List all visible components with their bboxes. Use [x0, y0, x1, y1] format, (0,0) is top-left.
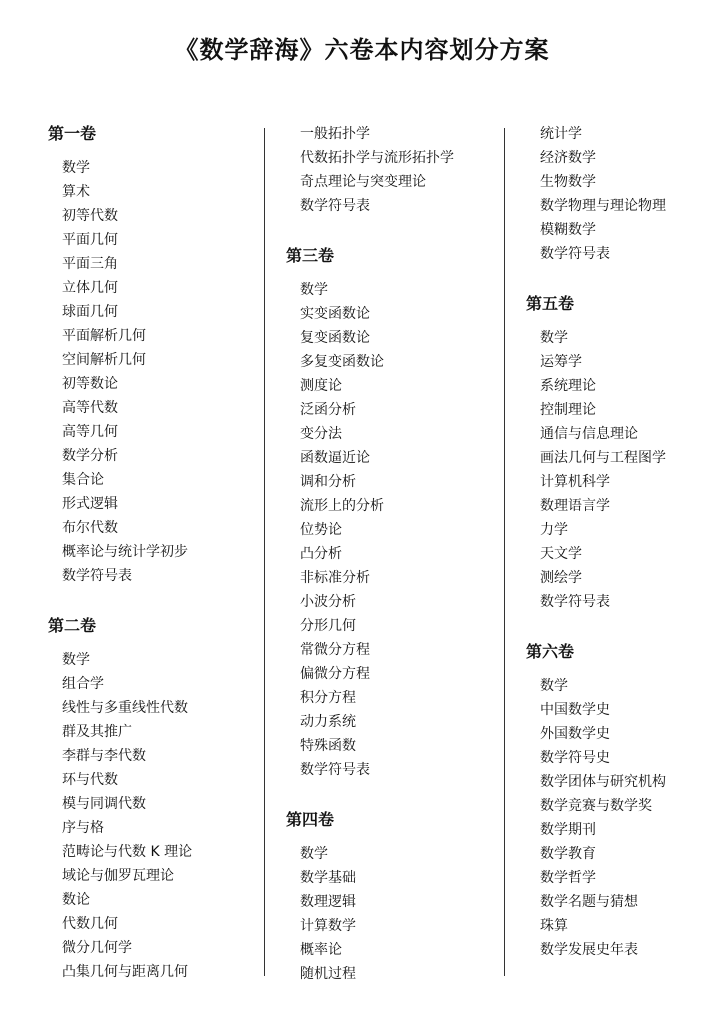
list-item: 天文学 [540, 546, 582, 562]
volume-item-list [286, 122, 506, 218]
list-item: 流形上的分析 [300, 498, 384, 514]
volume-title: 第三卷 [286, 246, 335, 265]
volume-title: 第四卷 [286, 810, 335, 829]
list-item: 域论与伽罗瓦理论 [62, 868, 174, 884]
list-item: 数学发展史年表 [540, 942, 638, 958]
list-item: 高等几何 [62, 424, 118, 440]
list-item: 数学符号表 [300, 762, 370, 778]
list-item: 数论 [62, 892, 90, 908]
volume-item-list [48, 156, 258, 588]
list-item: 概率论 [300, 942, 342, 958]
list-item: 模糊数学 [540, 222, 596, 238]
list-item: 初等数论 [62, 376, 118, 392]
list-item: 数学 [540, 330, 568, 346]
list-item: 珠算 [540, 918, 568, 934]
list-item: 凸集几何与距离几何 [62, 964, 188, 980]
list-item: 数学团体与研究机构 [540, 774, 666, 790]
list-item: 数学 [62, 160, 90, 176]
column-1 [48, 122, 258, 1010]
list-item: 变分法 [300, 426, 342, 442]
list-item: 奇点理论与突变理论 [300, 174, 426, 190]
list-item: 分形几何 [300, 618, 356, 634]
volume-item-list [526, 326, 716, 614]
list-item: 小波分析 [300, 594, 356, 610]
list-item: 常微分方程 [300, 642, 370, 658]
list-item: 代数拓扑学与流形拓扑学 [300, 150, 454, 166]
list-item: 组合学 [62, 676, 104, 692]
list-item: 布尔代数 [62, 520, 118, 536]
list-item: 李群与李代数 [62, 748, 146, 764]
list-item: 随机过程 [300, 966, 356, 982]
list-item: 环与代数 [62, 772, 118, 788]
list-item: 经济数学 [540, 150, 596, 166]
volume-2-continued [286, 122, 506, 218]
volume-title: 第二卷 [48, 616, 97, 635]
list-item: 通信与信息理论 [540, 426, 638, 442]
list-item: 偏微分方程 [300, 666, 370, 682]
list-item: 数学符号表 [540, 594, 610, 610]
list-item: 概率论与统计学初步 [62, 544, 188, 560]
volume-item-list [286, 842, 506, 986]
list-item: 位势论 [300, 522, 342, 538]
list-item: 外国数学史 [540, 726, 610, 742]
list-item: 生物数学 [540, 174, 596, 190]
list-item: 一般拓扑学 [300, 126, 370, 142]
list-item: 积分方程 [300, 690, 356, 706]
list-item: 模与同调代数 [62, 796, 146, 812]
list-item: 集合论 [62, 472, 104, 488]
list-item: 高等代数 [62, 400, 118, 416]
list-item: 调和分析 [300, 474, 356, 490]
list-item: 立体几何 [62, 280, 118, 296]
list-item: 群及其推广 [62, 724, 132, 740]
list-item: 非标准分析 [300, 570, 370, 586]
list-item: 数理逻辑 [300, 894, 356, 910]
list-item: 数学期刊 [540, 822, 596, 838]
list-item: 平面几何 [62, 232, 118, 248]
list-item: 球面几何 [62, 304, 118, 320]
list-item: 函数逼近论 [300, 450, 370, 466]
list-item: 复变函数论 [300, 330, 370, 346]
list-item: 代数几何 [62, 916, 118, 932]
list-item: 数学哲学 [540, 870, 596, 886]
list-item: 中国数学史 [540, 702, 610, 718]
list-item: 力学 [540, 522, 568, 538]
list-item: 运筹学 [540, 354, 582, 370]
volume-4 [286, 808, 506, 986]
page-title: 《数学辞海》六卷本内容划分方案 [174, 35, 550, 64]
list-item: 数学符号表 [540, 246, 610, 262]
list-item: 线性与多重线性代数 [62, 700, 188, 716]
volume-2 [48, 614, 258, 984]
volume-title: 第六卷 [526, 642, 575, 661]
list-item: 计算数学 [300, 918, 356, 934]
volume-5 [526, 292, 716, 614]
list-item: 系统理论 [540, 378, 596, 394]
list-item: 控制理论 [540, 402, 596, 418]
list-item: 数学符号表 [300, 198, 370, 214]
list-item: 画法几何与工程图学 [540, 450, 666, 466]
list-item: 序与格 [62, 820, 104, 836]
list-item: 数学符号史 [540, 750, 610, 766]
list-item: 动力系统 [300, 714, 356, 730]
list-item: 数学竞赛与数学奖 [540, 798, 652, 814]
list-item: 空间解析几何 [62, 352, 146, 368]
volume-title: 第五卷 [526, 294, 575, 313]
volume-1 [48, 122, 258, 588]
volume-item-list [286, 278, 506, 782]
list-item: 微分几何学 [62, 940, 132, 956]
list-item: 统计学 [540, 126, 582, 142]
volume-item-list [48, 648, 258, 984]
volume-4-continued [526, 122, 716, 266]
volume-3 [286, 244, 506, 782]
list-item: 数学物理与理论物理 [540, 198, 666, 214]
list-item: 数学 [540, 678, 568, 694]
column-2 [286, 122, 506, 1012]
list-item: 计算机科学 [540, 474, 610, 490]
volume-title: 第一卷 [48, 124, 97, 143]
volume-item-list [526, 674, 716, 962]
list-item: 测度论 [300, 378, 342, 394]
list-item: 凸分析 [300, 546, 342, 562]
volume-6 [526, 640, 716, 962]
list-item: 数学 [300, 846, 328, 862]
list-item: 数学 [62, 652, 90, 668]
list-item: 多复变函数论 [300, 354, 384, 370]
list-item: 泛函分析 [300, 402, 356, 418]
list-item: 测绘学 [540, 570, 582, 586]
column-divider [264, 128, 265, 976]
list-item: 数学基础 [300, 870, 356, 886]
list-item: 数学 [300, 282, 328, 298]
list-item: 数学教育 [540, 846, 596, 862]
list-item: 平面解析几何 [62, 328, 146, 344]
volume-item-list [526, 122, 716, 266]
list-item: 数学分析 [62, 448, 118, 464]
list-item: 范畴论与代数 K 理论 [62, 844, 193, 860]
list-item: 特殊函数 [300, 738, 356, 754]
list-item: 实变函数论 [300, 306, 370, 322]
list-item: 算术 [62, 184, 90, 200]
column-3 [526, 122, 716, 988]
list-item: 平面三角 [62, 256, 118, 272]
list-item: 数理语言学 [540, 498, 610, 514]
list-item: 数学名题与猜想 [540, 894, 638, 910]
list-item: 形式逻辑 [62, 496, 118, 512]
list-item: 数学符号表 [62, 568, 132, 584]
list-item: 初等代数 [62, 208, 118, 224]
